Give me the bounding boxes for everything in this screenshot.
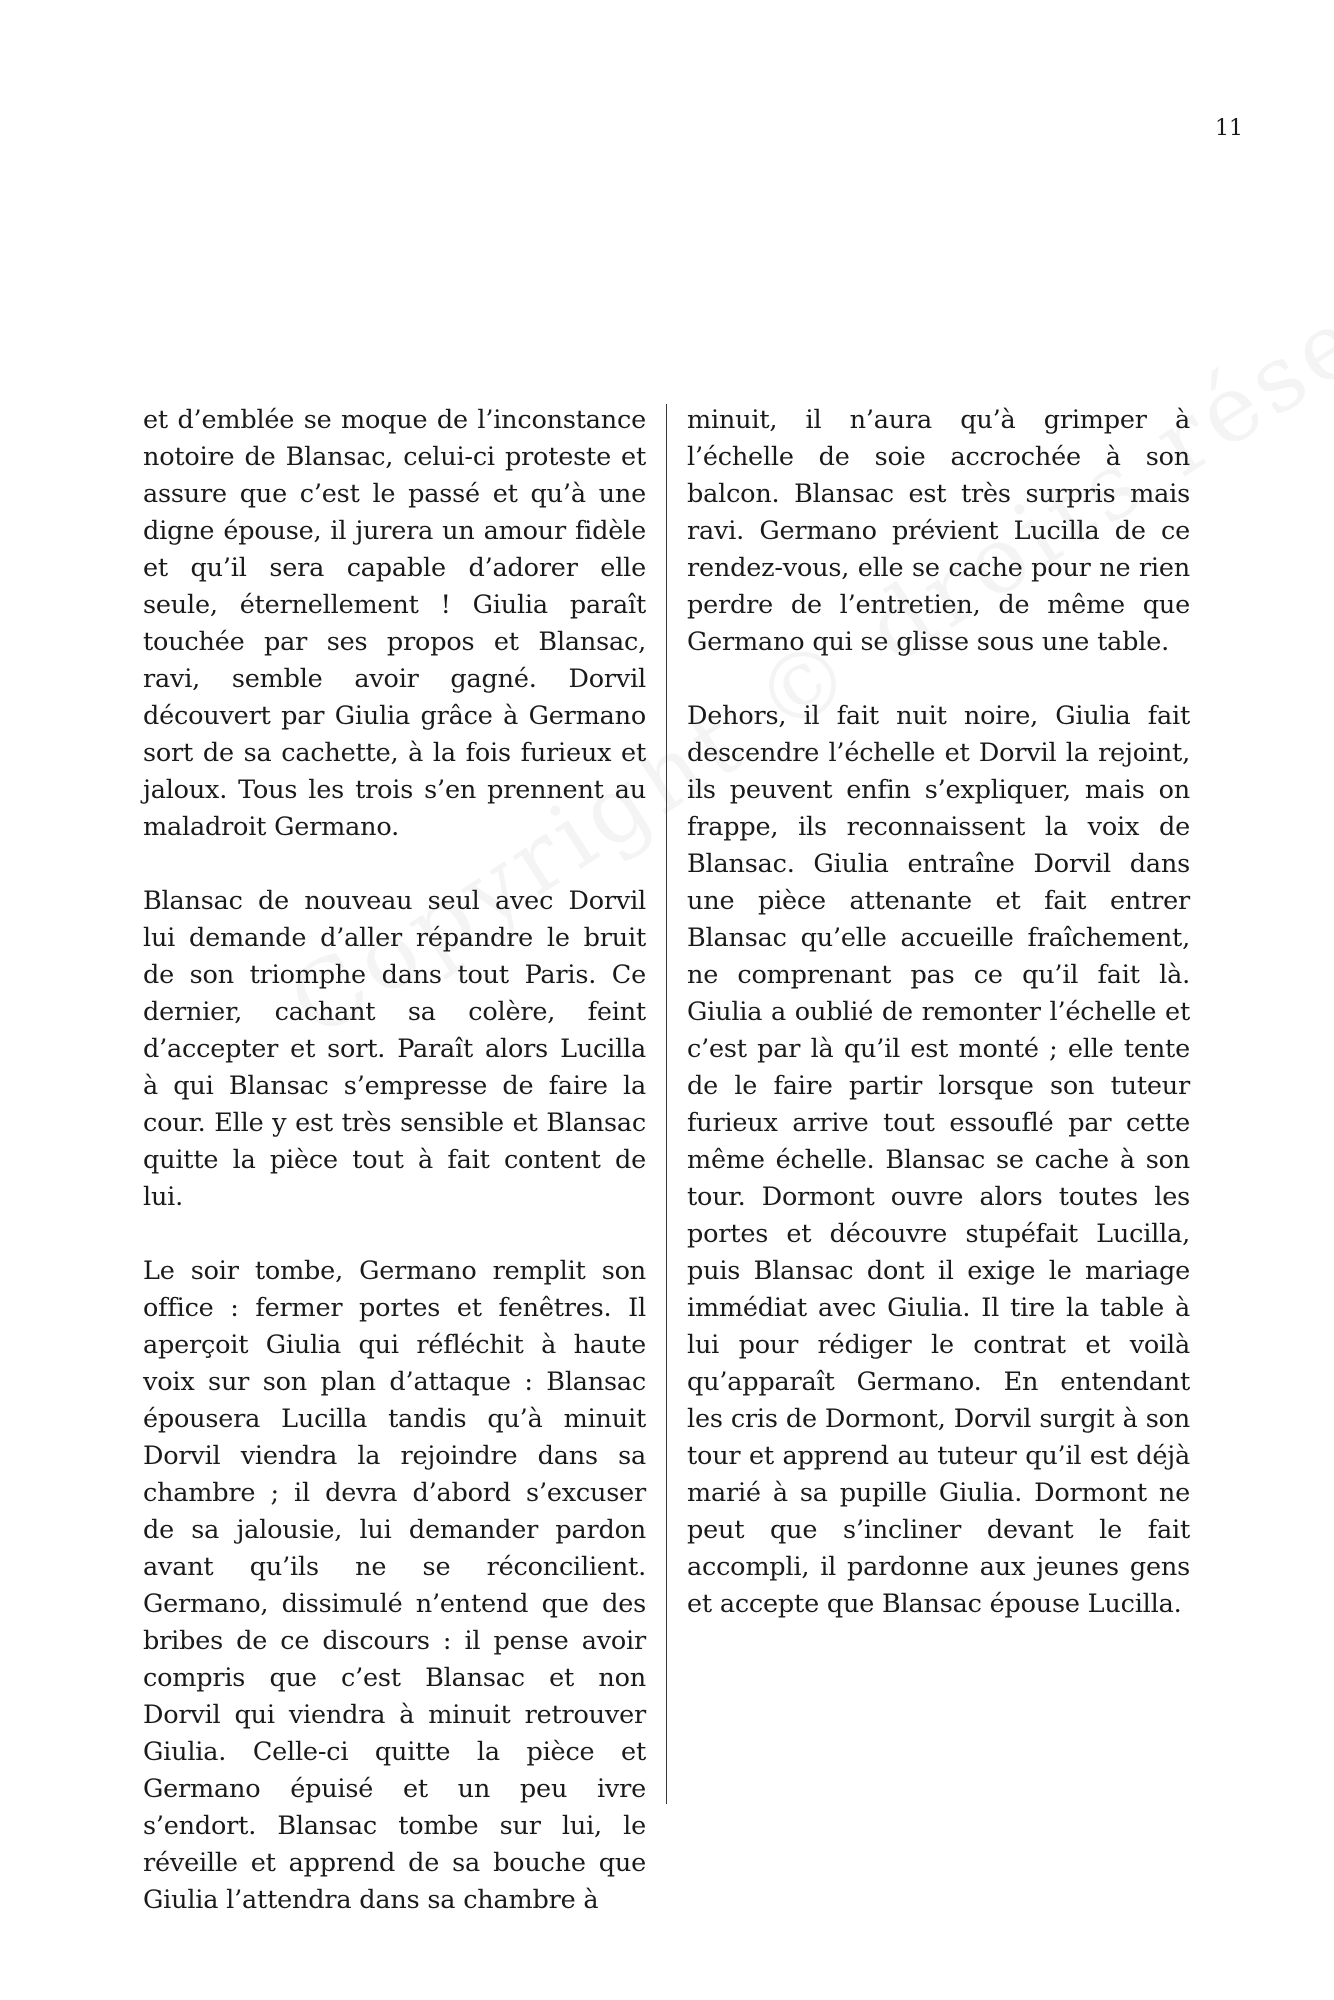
paragraph: minuit, il n’aura qu’à grimper à l’échelle de soie accrochée à son balcon. Blansac est très surpris mais ravi. Germano prévient Lucilla de ce rendez-vous, elle se cache pour ne rien perdre de l’entretien, de même que Germano qui se glisse sous une table. (687, 405, 1190, 657)
paragraph: Le soir tombe, Germano remplit son office : fermer portes et fenêtres. Il aperçoit Giulia qui réfléchit à haute voix sur son plan d’attaque : Blansac épousera Lucilla tandis qu’à minuit Dorvil viendra la rejoindre dans sa chambre ; il devra d’abord s’excuser de sa jalousie, lui demander pardon avant qu’ils ne se réconcilient. Germano, dissimulé n’entend que des bribes de ce discours : il pense avoir compris que c’est Blansac et non Dorvil qui viendra à minuit retrouver Giulia. Celle-ci quitte la pièce et Germano épuisé et un peu ivre s’endort. Blansac tombe sur lui, le réveille et apprend de sa bouche que Giulia l’attendra dans sa chambre à (143, 1256, 646, 1915)
right-text-column (687, 402, 1190, 1623)
column-divider (666, 404, 667, 1804)
paragraph: Blansac de nouveau seul avec Dorvil lui demande d’aller répandre le bruit de son triomphe dans tout Paris. Ce dernier, cachant sa colère, feint d’accepter et sort. Paraît alors Lucilla à qui Blansac s’empresse de faire la cour. Elle y est très sensible et Blansac quitte la pièce tout à fait content de lui. (143, 886, 646, 1212)
paragraph: et d’emblée se moque de l’inconstance notoire de Blansac, celui-ci proteste et assure que c’est le passé et qu’à une digne épouse, il jurera un amour fidèle et qu’il sera capable d’adorer elle seule, éternellement ! Giulia paraît touchée par ses propos et Blansac, ravi, semble avoir gagné. Dorvil découvert par Giulia grâce à Germano sort de sa cachette, à la fois furieux et jaloux. Tous les trois s’en prennent au maladroit Germano. (143, 405, 646, 842)
page-number: 11 (1215, 116, 1243, 141)
left-text-column (143, 402, 646, 1919)
paragraph: Dehors, il fait nuit noire, Giulia fait descendre l’échelle et Dorvil la rejoint, ils peuvent enfin s’expliquer, mais on frappe, ils reconnaissent la voix de Blansac. Giulia entraîne Dorvil dans une pièce attenante et fait entrer Blansac qu’elle accueille fraîchement, ne comprenant pas ce qu’il fait là. Giulia a oublié de remonter l’échelle et c’est par là qu’il est monté ; elle tente de le faire partir lorsque son tuteur furieux arrive tout essouflé par cette même échelle. Blansac se cache à son tour. Dormont ouvre alors toutes les portes et découvre stupéfait Lucilla, puis Blansac dont il exige le mariage immédiat avec Giulia. Il tire la table à lui pour rédiger le contrat et voilà qu’apparaît Germano. En entendant les cris de Dormont, Dorvil surgit à son tour et apprend au tuteur qu’il est déjà marié à sa pupille Giulia. Dormont ne peut que s’incliner devant le fait accompli, il pardonne aux jeunes gens et accepte que Blansac épouse Lucilla. (687, 701, 1190, 1619)
